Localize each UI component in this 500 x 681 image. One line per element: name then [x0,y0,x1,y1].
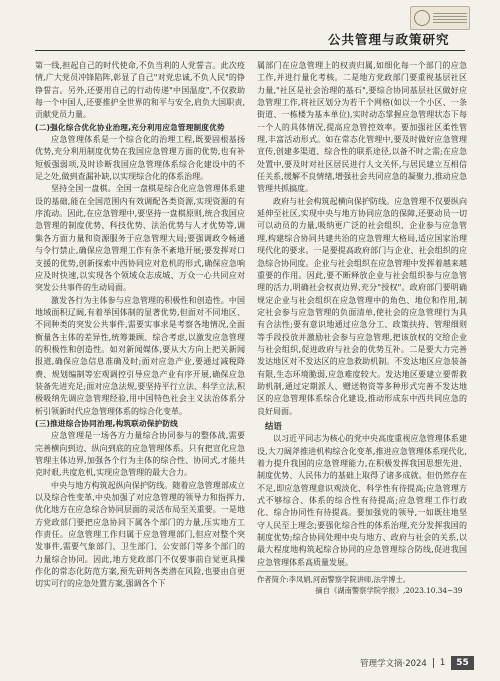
paragraph: 中央与地方构筑起纵向保护防线。随着应急管理部成立以及综合性变革,中央加强了对应急管理的领导力和指挥力,优化地方在应急综合协同层面的灵活布局至关重要。一是地方党政部门要把应急协同下属各个部门的力量,压实地方工作责任。应急管理工作归属于应急管理部门,但应对整个突发事件,需要气象部门、卫生部门、公安部门等多个部门的力量综合协同。因此,地方党政部门不仅要事前自觉更具操作化的常态化防范方案,预先研判各类潜在风险,也要由自更切实可行的应急处置方案,强调各个下 [35,480,245,589]
paragraph: 第一线,担起自己的时代使命,不负当利的人党誓言。此次疫情,广大党员冲锋陷阵,彰显了自己"对党忠诚,不负人民"的铮铮誓言。另外,还要用自己的行动传递"中国温度",不仅救助每一个中国人,还要推护全世界的和平与安全,肩负大国职责,贡献党员力量。 [35,61,245,120]
paragraph: 坚持全国一盘棋。全国一盘棋是综合化应急管理体系建设的基础,能在全国范围内有效调配各类资源,实现资源的有序流动。因此,在应急管理中,要坚持一盘棋原则,统合我国应急管理的制度优势、科技优势、法治优势与人才优势等,调集各方面力量和资源服务于应急管理大局;要强调政令畅通与令行禁止,确保应急管理工作有条不紊地开展;要发挥对口支援的优势,创新探索中西协同应对危机的形式,确保应急响应及时快速,以实现各个领域众志成城、万众一心共同应对突发公共事件的生动局面。 [35,184,245,293]
left-column [35,60,245,591]
subheading: (二)强化综合优化协业治理,充分利用应急管理制度优势 [35,122,225,132]
source-note: 摘自《湖南警察学院学报》,2023.10.34~39 [315,586,463,596]
author-note: 作者简介:李凤娟,河南警察学院讲师,法学博士。 [257,571,467,585]
paragraph: 属部门在应急管理上的权责归属,如细化每一个部门的应急工作,并进行量化考核。二是地方党政部门要重视基层社区力量,"社区是社会治理的基石",要综合协同基层社区做好应急管理工作,将社区划分为若干个网格(如以一个小区、一条街道、一栋楼为基本单位),实时动态掌握应急管理状态下每一个人的具体情况,提高应急管控效率。要加强社区柔性管理,丰富活动形式。如在常态化管理中,要及时做好应急管理宣传,创建多渠道、综合性的联系途径,以备不时之需;在应急处置中,要及时对社区居民进行人文关怀,与居民建立互相信任关系,缓解不良情绪,增强社会共同应急的凝聚力,推动应急管理共抓搞度。 [257,61,467,194]
column-title: 公共管理与政策研究 [328,32,450,47]
paragraph: 应急管理体系是一个综合化的治理工程,既要固根基扬优势,充分利用制度优势在我国应急管理方面的优势,也有补短板强弱项,及时诊断我国应急管理体系综合化建设中的不足之处,做到查漏补缺,以实现综合化的体系治理。 [35,135,245,182]
logo-text-graphic [433,13,467,23]
seal-icon [414,10,430,26]
paragraph: 激发各行为主体参与应急管理的积极性和创造性。中国地域面积辽阔,有着举国体制的显著优势,但面对不同地区、不同种类的突发公共事件,需要实事求是考察各地情况,全面衡量各主体的差异性,统筹兼顾、综合考虑,以激发应急管理的积极性和创造性。如对新闻媒体,要从大方向上把关新闻报道,确保应急信息准确及时;面对应急产业,要通过减税降费、规划编制等宏观调控引导应急产业有序开展,确保应急装备先进充足;面对应急法规,要坚持平行立法、科学立法,积极吸纳先调应急管理经验,用中国特色社会主义法治体系分析引领新时代应急管理体系的综合化变革。 [35,295,245,416]
paragraph: 应急管理是一场各方力量综合协同参与的整体战,需要完善横向到边、纵向到底的应急管理体系。只有把宣化应急管理主体边界,加强各个行为主体的综合性、协同式,才能共克时艰,共度危机,实现应急管理的最大合力。 [35,431,245,478]
issue-number: 1 [439,658,446,668]
footer-separator [433,658,434,668]
paragraph: 政府与社会构筑起横向保护防线。应急管理不仅要纵向延伸至社区,实现中央与地方协同应急的保障,还要动员一切可以动员的力量,吸纳更广泛的社会组织、企业参与应急管理,构建综合协同共建共治的应急管理大格局,适应国家治理现代化的要求。一是要提高政府部门与企业、社会组织的应急综合协同度。企业与社会组织在应急管理中发挥着越来越重要的作用。因此,要不断释放企业与社会组织参与应急管理的活力,明确社会权责边界,充分"授权"。政府部门要明确规定企业与社会组织在应急管理中的角色、地位和作用,制定社会参与应急管理的负面清单,使社会的应急管理行为具有合法性;要有意识地通过应急分工、政策扶持、管理细则等手段投放并激励社会参与应急管理,把该放权的交给企业与社会组织,促进政府与社会的优势互补。二是要大力完善发达地区对不发达区的应急救助机制。不发达地区应急装备有限,生态环境脆弱,应急难度较大。发达地区要建立要帮救助机制,通过定期派人、赠送物资等多种形式完善不发达地区的应急管理体系综合化建设,推动形成东中西共同应急的良好局面。 [257,196,467,416]
paragraph: 以习近平同志为核心的党中央高度重视应急管理体系建设,大刀阔斧推进机构综合化变革,推进应急管理体系现代化,着力提升我国的应急管理能力,在积极发挥我国思想先进、制度优势、人民伟力的基础上取得了诸多成就。但仍然存在不足,即应急管理意识观淡化、科学性有待提高;应急管理方式不够综合、体系的综合性有待提高;应急管理工作行政化、综合协同性有待提高。要加强党的领导,一如既往地坚守人民至上理念;要强化综合性的体系治理,充分发挥我国的制度优势;综合协同处理中央与地方、政府与社会的关系,以最大程度地构筑起综合协同的应急管理综合防线,促进我国应急管理体系高质量发展。 [257,434,467,567]
journal-name: 管理学文摘·2024 [360,659,427,669]
subheading: (三)推进综合协同治理,构筑联动保护防线 [35,418,178,428]
page-footer [360,656,474,670]
page-number: 55 [451,656,474,670]
section-title: 结语 [265,420,282,431]
right-column [257,60,467,596]
header-rule [35,50,465,51]
journal-logo [410,6,470,30]
